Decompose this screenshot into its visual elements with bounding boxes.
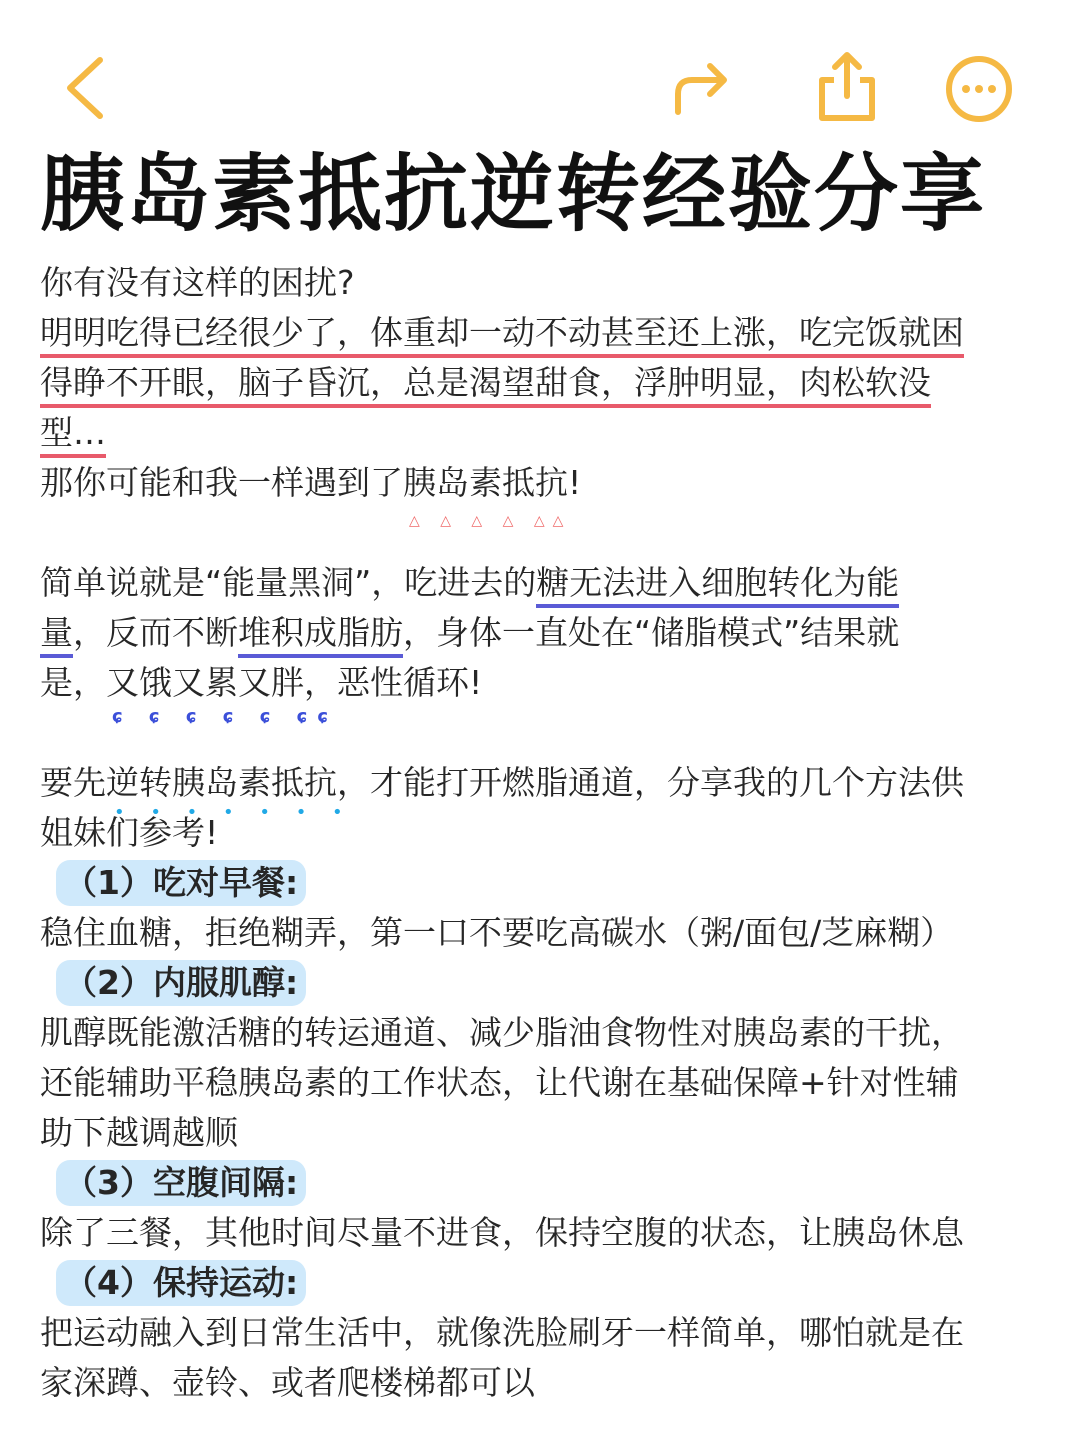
text-span: ，身体一直处在“储脂模式”结果就 bbox=[403, 613, 900, 652]
upload-share-icon[interactable] bbox=[816, 50, 878, 124]
red-underlined-text: 得睁不开眼，脑子昏沉，总是渴望甜食，浮肿明显，肉松软没 bbox=[40, 363, 931, 408]
red-underlined-text: 明明吃得已经很少了，体重却一动不动甚至还上涨，吃完饭就困 bbox=[40, 313, 964, 358]
paragraph-line bbox=[40, 608, 1040, 658]
paragraph-line bbox=[40, 758, 1040, 808]
section-heading-row bbox=[40, 1158, 1040, 1208]
paragraph-line bbox=[40, 358, 1040, 408]
section-heading: （1）吃对早餐: bbox=[56, 860, 306, 906]
paragraph-line bbox=[40, 658, 1040, 708]
section-text: 肌醇既能激活糖的转运通道、减少脂油食物性对胰岛素的干扰， bbox=[40, 1013, 964, 1052]
chevron-left-icon[interactable] bbox=[62, 56, 108, 120]
text-span: 要先 bbox=[40, 763, 106, 802]
section-text: 除了三餐，其他时间尽量不进食，保持空腹的状态，让胰岛休息 bbox=[40, 1213, 964, 1252]
blue-underlined-text: 堆积成脂肪 bbox=[238, 613, 403, 658]
section-heading-row bbox=[40, 958, 1040, 1008]
section-heading-row bbox=[40, 858, 1040, 908]
paragraph-line bbox=[40, 308, 1040, 358]
swirl-marked-text: 又饿又累又胖 ɕ ɕ ɕ ɕ ɕ ɕɕ bbox=[106, 658, 304, 708]
forward-arrow-icon[interactable] bbox=[668, 58, 732, 118]
paragraph-line bbox=[40, 558, 1040, 608]
paragraph-line bbox=[40, 458, 1040, 508]
section-text: 还能辅助平稳胰岛素的工作状态，让代谢在基础保障+针对性辅 bbox=[40, 1063, 959, 1102]
page-title: 胰岛素抵抗逆转经验分享 bbox=[40, 145, 987, 243]
paragraph-line: 你有没有这样的困扰? bbox=[40, 263, 355, 302]
more-dots-icon[interactable] bbox=[944, 54, 1014, 124]
section-heading: （2）内服肌醇: bbox=[56, 960, 306, 1006]
blue-underlined-text: 糖无法进入细胞转化为能 bbox=[536, 563, 899, 608]
section-heading-row bbox=[40, 1258, 1040, 1308]
section-text: 家深蹲、壶铃、或者爬楼梯都可以 bbox=[40, 1363, 535, 1402]
section-heading: （4）保持运动: bbox=[56, 1260, 306, 1306]
blue-underlined-text: 量 bbox=[40, 613, 73, 658]
text-span: ，反而不断 bbox=[73, 613, 238, 652]
dot-marked-text: 逆转胰岛素抵抗 • • • bbox=[106, 758, 337, 808]
section-text: 助下越调越顺 bbox=[40, 1113, 238, 1152]
text-span: 是， bbox=[40, 663, 106, 702]
section-text: 稳住血糖，拒绝糊弄，第一口不要吃高碳水（粥/面包/芝麻糊） bbox=[40, 913, 954, 952]
section-text: 把运动融入到日常生活中，就像洗脸刷牙一样简单，哪怕就是在 bbox=[40, 1313, 964, 1352]
text-span: 那你可能和我一样遇到了 bbox=[40, 463, 403, 502]
text-span: ，才能打开燃脂通道，分享我的几个方法供 bbox=[337, 763, 964, 802]
text-span: ! bbox=[568, 463, 582, 502]
text-span: 简单说就是“能量黑洞”，吃进去的 bbox=[40, 563, 537, 602]
red-underlined-text: 型… bbox=[40, 413, 106, 458]
paragraph-line bbox=[40, 408, 1040, 458]
section-heading: （3）空腹间隔: bbox=[56, 1160, 306, 1206]
paragraph-line: 姐妹们参考! bbox=[40, 813, 219, 852]
text-span: ，恶性循环! bbox=[304, 663, 483, 702]
top-nav-bar bbox=[0, 0, 1080, 150]
triangle-marked-text: 胰岛素抵抗 △ △ △ △ △△ bbox=[403, 458, 568, 508]
article-body bbox=[40, 258, 1040, 1408]
